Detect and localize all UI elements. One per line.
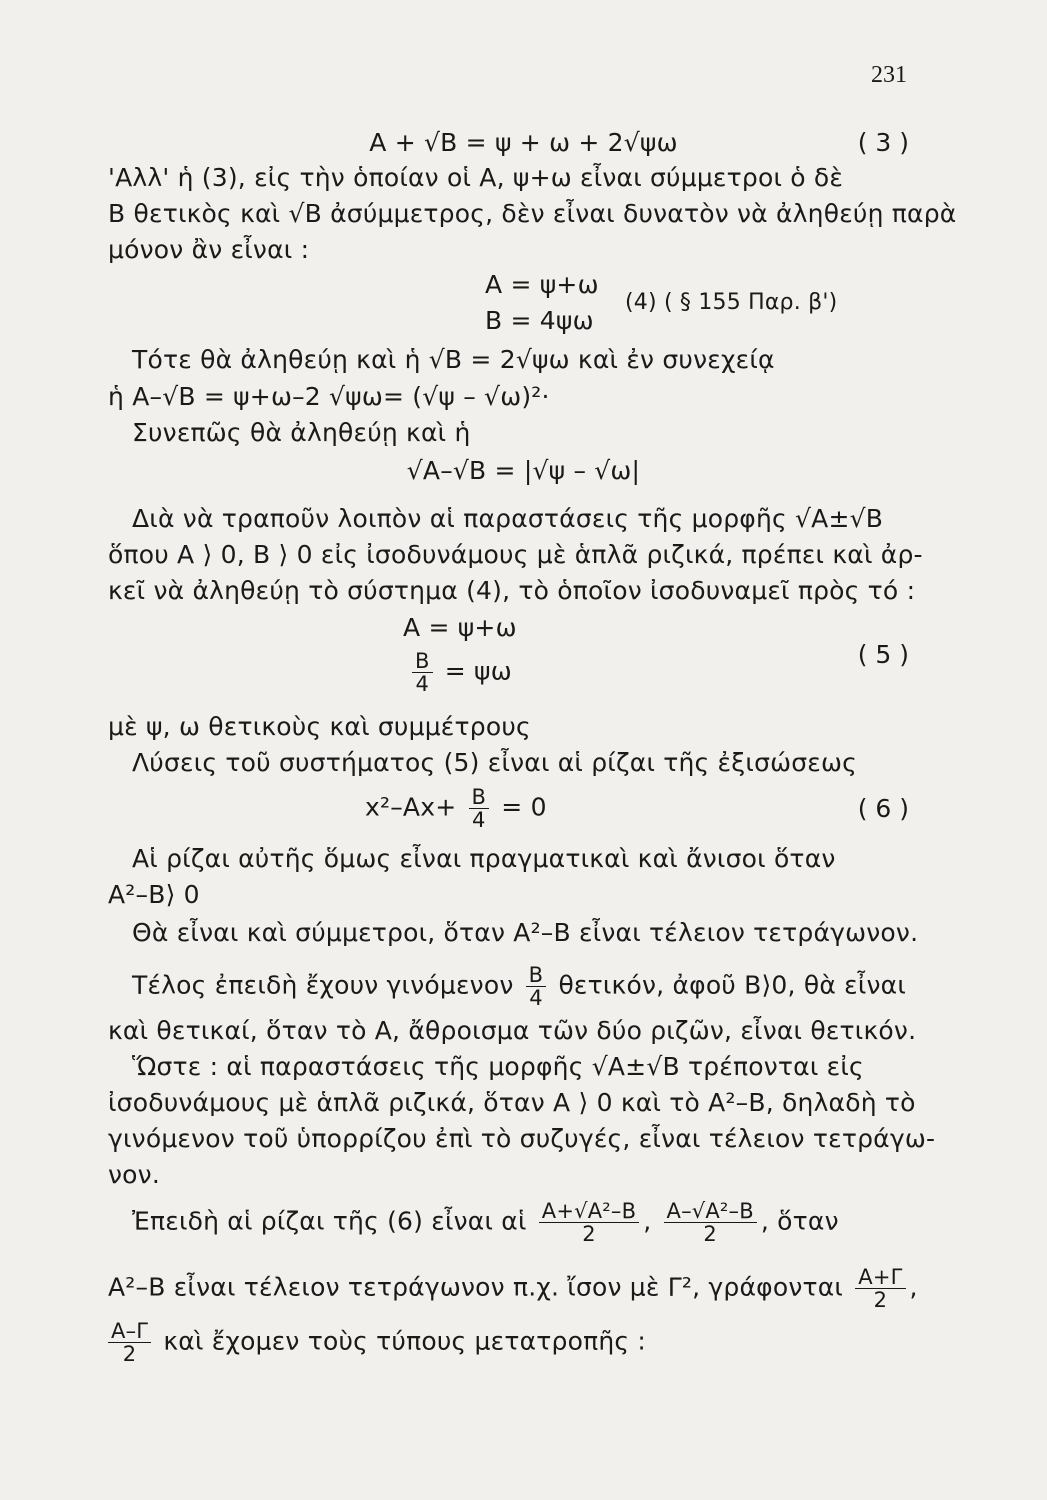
equation-number-5: ( 5 ) (857, 640, 909, 669)
system-4-reference: (4) ( § 155 Παρ. β') (625, 290, 838, 315)
fraction-b-over-4: $\frac{B}{4}$ (412, 650, 433, 695)
text-line: Διὰ νὰ τραποῦν λοιπὸν αἱ παραστάσεις τῆς μορφῆς √Α±√Β (132, 504, 884, 533)
text-line: Τότε θὰ ἀληθεύῃ καὶ ἡ √Β = 2√ψω καὶ ἐν συνεχείᾳ (132, 345, 775, 374)
system-4-line-a: A = ψ+ω (485, 270, 599, 299)
text-line: ἡ Α–√Β = ψ+ω–2 √ψω= (√ψ – √ω)²· (108, 382, 550, 411)
text-line: Ὥστε : αἱ παραστάσεις τῆς μορφῆς √Α±√Β τρέπονται εἰς (132, 1052, 864, 1081)
equation-number-6: ( 6 ) (857, 794, 909, 823)
page-number: 231 (871, 62, 907, 88)
text-line: μόνον ἂν εἶναι : (108, 235, 310, 264)
fraction-root-minus: $\frac{\text{Α–√Α²–Β}}{2}$ (664, 1200, 757, 1245)
fraction-b-over-4: $\frac{B}{4}$ (469, 786, 490, 831)
text-line-with-fraction: Τέλος ἐπειδὴ ἔχουν γινόμενον $\frac{B}{4}$ θετικόν, ἀφοῦ Β⟩0, θὰ εἶναι (132, 963, 907, 1011)
text-line: Θὰ εἶναι καὶ σύμμετροι, ὅταν Α²–Β εἶναι τέλειον τετράγωνον. (132, 918, 919, 947)
system-5-line-b: $\frac{B}{4}$ = ψω (408, 650, 512, 695)
fraction-root-plus: $\frac{\text{Α+√Α²–Β}}{2}$ (539, 1200, 639, 1245)
text-line: μὲ ψ, ω θετικοὺς καὶ συμμέτρους (108, 712, 531, 741)
fraction-a-plus-gamma: $\frac{A+\Gamma}{2}$ (855, 1266, 905, 1311)
system-5-line-a: A = ψ+ω (403, 613, 517, 642)
text-line: ἰσοδυνάμους μὲ ἁπλᾶ ριζικά, ὅταν Α ⟩ 0 καὶ τὸ Α²–Β, δηλαδὴ τὸ (108, 1088, 916, 1117)
text-line: Λύσεις τοῦ συστήματος (5) εἶναι αἱ ρίζαι τῆς ἐξισώσεως (132, 748, 858, 777)
text-line: γινόμενον τοῦ ὑπορρίζου ἐπὶ τὸ συζυγές, εἶναι τέλειον τετράγω- (108, 1124, 936, 1153)
text-line: 'Αλλ' ἡ (3), εἰς τὴν ὁποίαν οἱ Α, ψ+ω εἶναι σύμμετροι ὁ δὲ (108, 163, 844, 192)
text-line: νον. (108, 1160, 160, 1189)
text-line-with-fraction: $\frac{A-\Gamma}{2}$ καὶ ἔχομεν τοὺς τύπους μετατροπῆς : (108, 1320, 646, 1365)
equation-6: x²–Αx+ $\frac{B}{4}$ = 0 (365, 785, 547, 833)
text-line: κεῖ νὰ ἀληθεύῃ τὸ σύστημα (4), τὸ ὁποῖον ἰσοδυναμεῖ πρὸς τό : (108, 576, 916, 605)
equation-number-3: ( 3 ) (857, 128, 909, 157)
text-line: ὅπου Α ⟩ 0, Β ⟩ 0 εἰς ἰσοδυνάμους μὲ ἁπλᾶ ριζικά, πρέπει καὶ ἀρ- (108, 540, 923, 569)
fraction-a-minus-gamma: $\frac{A-\Gamma}{2}$ (108, 1320, 151, 1365)
text-line: Β θετικὸς καὶ √Β ἀσύμμετρος, δὲν εἶναι δυνατὸν νὰ ἀληθεύῃ παρὰ (108, 199, 957, 228)
text-line-with-fractions: Ἐπειδὴ αἱ ρίζαι τῆς (6) εἶναι αἱ $\frac{\text{Α+√Α²–Β}}{2}$ , $\frac{\text{Α–√Α²–Β}}{2}$ , ὅταν (132, 1199, 839, 1247)
formula-abs: √Α–√Β = |√ψ – √ω| (406, 456, 641, 485)
text-line: Συνεπῶς θὰ ἀληθεύῃ καὶ ἡ (132, 418, 471, 447)
text-line: Α²–Β⟩ 0 (108, 880, 200, 909)
system-4-line-b: B = 4ψω (485, 306, 594, 335)
text-line: Αἱ ρίζαι αὐτῆς ὅμως εἶναι πραγματικαὶ καὶ ἄνισοι ὅταν (132, 844, 836, 873)
text-line: καὶ θετικαί, ὅταν τὸ Α, ἄθροισμα τῶν δύο ριζῶν, εἶναι θετικόν. (108, 1016, 917, 1045)
formula-3: A + √B = ψ + ω + 2√ψω (369, 128, 678, 157)
text-line-with-fraction: Α²–Β εἶναι τέλειον τετράγωνον π.χ. ἴσον μὲ Γ², γράφονται $\frac{A+\Gamma}{2}$ , (108, 1265, 918, 1313)
fraction-b-over-4: $\frac{B}{4}$ (526, 964, 547, 1009)
